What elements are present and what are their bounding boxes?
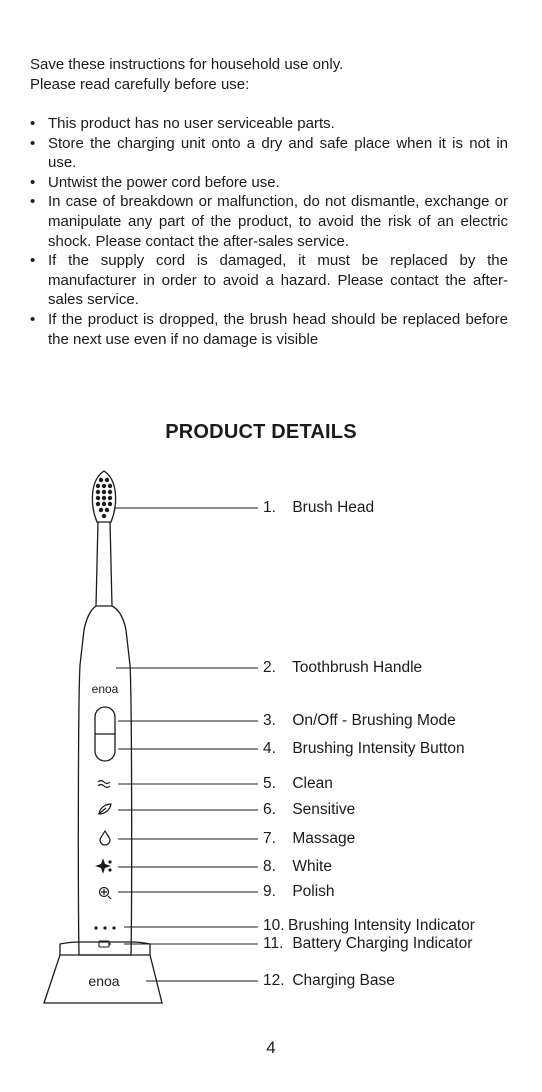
bullet-marker: • <box>30 115 36 132</box>
callout-brush-head: 1. Brush Head <box>263 499 375 516</box>
intensity-dots-icon <box>94 926 115 929</box>
callout-polish: 9. Polish <box>263 883 335 900</box>
callout-white: 8. White <box>263 858 332 875</box>
bullet-marker: • <box>30 173 36 191</box>
list-item: • In case of breakdown or malfunction, do not dismantle, exchange or manipulate any part of the product, to avoid the risk of an electric shock. Please contact the after-sales service. <box>30 193 508 250</box>
base-logo: enoa <box>88 973 120 989</box>
leader-lines <box>114 508 258 981</box>
droplet-icon <box>100 831 110 845</box>
callout-on-off: 3. On/Off - Brushing Mode <box>263 712 456 729</box>
section-title: PRODUCT DETAILS <box>165 421 357 443</box>
bullet-marker: • <box>30 310 36 328</box>
bullet-marker: • <box>30 252 36 270</box>
waves-icon <box>98 781 110 788</box>
handle-logo: enoa <box>91 682 119 696</box>
polish-icon <box>100 888 112 900</box>
list-item: • If the product is dropped, the brush head should be replaced before the next use even if no damage is visible <box>30 310 508 348</box>
intro-text <box>30 55 510 95</box>
bullet-marker: • <box>30 134 36 152</box>
callout-sensitive: 6. Sensitive <box>263 801 356 818</box>
intro-line-2: Please read carefully before use: <box>30 76 250 93</box>
intro-line-1: Save these instructions for household use only. <box>30 56 344 73</box>
sparkle-icon <box>97 860 111 872</box>
leaf-icon <box>99 804 111 814</box>
callout-battery-indicator: 11. Battery Charging Indicator <box>263 935 473 952</box>
bullet-marker: • <box>30 193 36 211</box>
list-item: • Store the charging unit onto a dry and safe place when it is not in use. <box>30 134 508 172</box>
callout-clean: 5. Clean <box>263 775 333 792</box>
list-item: • Untwist the power cord before use. <box>30 173 280 191</box>
handle-illustration <box>78 606 131 955</box>
list-item: • If the supply cord is damaged, it must be replaced by the manufacturer in order to avoid a hazard. Please contact the after-sales service. <box>30 252 508 309</box>
callout-massage: 7. Massage <box>263 830 356 847</box>
callout-intensity-indicator: 10. Brushing Intensity Indicator <box>263 917 475 934</box>
callout-intensity-button: 4. Brushing Intensity Button <box>263 740 465 757</box>
safety-list <box>30 114 508 349</box>
callout-handle: 2. Toothbrush Handle <box>263 659 423 676</box>
callout-charging-base: 12. Charging Base <box>263 972 395 989</box>
brush-head-illustration <box>92 471 115 606</box>
list-item: • This product has no user serviceable parts. <box>30 115 335 132</box>
page-number: 4 <box>266 1038 276 1057</box>
